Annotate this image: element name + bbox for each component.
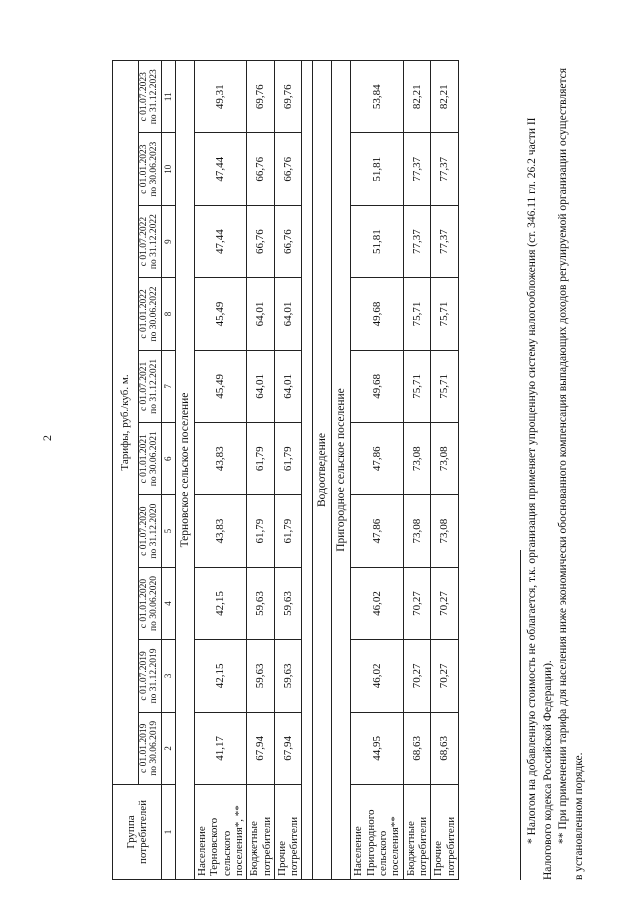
tariff-value: 49,68	[351, 278, 403, 350]
tariffs-header: Тарифы, руб./куб. м.	[113, 61, 139, 785]
tariff-value: 66,76	[274, 205, 302, 277]
period-header	[139, 567, 162, 639]
tariff-value: 82,21	[431, 61, 459, 133]
column-number: 3	[161, 640, 175, 712]
period-header	[139, 712, 162, 784]
tariff-value: 77,37	[431, 133, 459, 205]
tariff-value: 77,37	[403, 133, 431, 205]
row-label: Прочие потребители	[274, 785, 302, 880]
tariff-value: 70,27	[431, 567, 459, 639]
tariff-value: 73,08	[431, 423, 459, 495]
column-number: 11	[161, 61, 175, 133]
period-header	[139, 133, 162, 205]
tariff-table-container	[112, 60, 532, 880]
row-label: Прочие потребители	[431, 785, 459, 880]
period-from: с 01.01.2019	[139, 723, 149, 773]
tariff-value: 61,79	[247, 495, 275, 567]
tariff-value: 59,63	[274, 640, 302, 712]
column-number: 1	[161, 785, 175, 880]
tariff-value: 64,01	[247, 350, 275, 422]
section-title: Водоотведение	[313, 61, 332, 880]
tariff-value: 42,15	[194, 640, 246, 712]
period-from: с 01.01.2022	[139, 289, 149, 339]
column-number: 2	[161, 712, 175, 784]
row-label: Бюджетные потребители	[247, 785, 275, 880]
period-to: по 30.06.2022	[148, 286, 159, 342]
section-title: Пригородное сельское поселение	[332, 61, 351, 880]
separator-cell	[302, 61, 313, 880]
tariff-value: 43,83	[194, 423, 246, 495]
tariff-value: 67,94	[247, 712, 275, 784]
tariff-value: 49,68	[351, 350, 403, 422]
column-number: 7	[161, 350, 175, 422]
period-from: с 01.01.2023	[139, 144, 149, 194]
tariff-value: 47,44	[194, 133, 246, 205]
period-header	[139, 350, 162, 422]
tariff-value: 64,01	[274, 350, 302, 422]
period-to: по 30.06.2021	[148, 431, 159, 487]
tariff-value: 64,01	[247, 278, 275, 350]
tariff-value: 59,63	[247, 640, 275, 712]
period-from: с 01.07.2021	[139, 361, 149, 412]
tariff-value: 69,76	[274, 61, 302, 133]
column-number: 10	[161, 133, 175, 205]
tariff-value: 53,84	[351, 61, 403, 133]
tariff-value: 45,49	[194, 278, 246, 350]
tariff-value: 82,21	[403, 61, 431, 133]
period-to: по 31.12.2019	[148, 648, 159, 704]
section-title: Терновское сельское поселение	[175, 61, 194, 880]
period-header	[139, 61, 162, 133]
tariff-value: 44,95	[351, 712, 403, 784]
period-header	[139, 423, 162, 495]
tariff-value: 75,71	[403, 350, 431, 422]
period-from: с 01.01.2021	[139, 434, 149, 484]
tariff-value: 68,63	[431, 712, 459, 784]
tariff-value: 67,94	[274, 712, 302, 784]
tariff-value: 51,81	[351, 133, 403, 205]
footnote-2: ** При применении тарифа для населения ниже экономически обоснованного компенсация выпадающих доходов регулируемой организации осуществляется в установленном порядке.	[557, 67, 585, 880]
tariff-value: 70,27	[431, 640, 459, 712]
period-from: с 01.07.2020	[139, 506, 149, 556]
tariff-value: 47,86	[351, 495, 403, 567]
footnotes	[520, 60, 590, 880]
period-from: с 01.07.2022	[139, 216, 149, 267]
tariff-value: 41,17	[194, 712, 246, 784]
tariff-value: 66,76	[274, 133, 302, 205]
tariff-value: 73,08	[403, 423, 431, 495]
period-to: по 30.06.2023	[148, 141, 159, 197]
column-number: 6	[161, 423, 175, 495]
period-to: по 31.12.2022	[148, 214, 159, 270]
footnote-1: * Налогом на добавленную стоимость не облагается, т.к. организация применяет упрощенную систему налогообложения (ст. 346.11 гл. 26.2 части II Налогового кодекса Российской Федерации).	[526, 117, 554, 880]
tariff-value: 73,08	[431, 495, 459, 567]
period-from: с 01.07.2019	[139, 651, 149, 701]
row-label: Население Пригородного сельского поселения**	[351, 785, 403, 880]
tariff-value: 49,31	[194, 61, 246, 133]
tariff-value: 61,79	[274, 495, 302, 567]
tariff-value: 70,27	[403, 640, 431, 712]
column-number: 5	[161, 495, 175, 567]
tariff-value: 75,71	[431, 350, 459, 422]
tariff-value: 75,71	[403, 278, 431, 350]
tariff-value: 64,01	[274, 278, 302, 350]
tariff-value: 59,63	[274, 567, 302, 639]
row-label: Население Терновского сельского поселения*, **	[194, 785, 246, 880]
page-number: 2	[40, 435, 54, 441]
tariff-value: 66,76	[247, 133, 275, 205]
tariff-value: 61,79	[247, 423, 275, 495]
footnote-rule	[520, 550, 521, 880]
column-number: 8	[161, 278, 175, 350]
period-to: по 31.12.2021	[148, 358, 159, 414]
tariff-value: 43,83	[194, 495, 246, 567]
tariff-value: 59,63	[247, 567, 275, 639]
tariff-value: 61,79	[274, 423, 302, 495]
period-header	[139, 495, 162, 567]
row-label: Бюджетные потребители	[403, 785, 431, 880]
column-number: 4	[161, 567, 175, 639]
tariff-value: 69,76	[247, 61, 275, 133]
tariff-value: 77,37	[431, 205, 459, 277]
period-to: по 31.12.2020	[148, 503, 159, 559]
tariff-value: 42,15	[194, 567, 246, 639]
period-header	[139, 640, 162, 712]
tariff-value: 46,02	[351, 640, 403, 712]
tariff-value: 45,49	[194, 350, 246, 422]
period-from: с 01.01.2020	[139, 578, 149, 629]
tariff-value: 47,44	[194, 205, 246, 277]
tariff-table	[112, 60, 459, 880]
tariff-value: 46,02	[351, 567, 403, 639]
group-header: Группа потребителей	[113, 785, 162, 880]
tariff-value: 77,37	[403, 205, 431, 277]
tariff-value: 75,71	[431, 278, 459, 350]
period-to: по 31.12.2023	[148, 69, 159, 125]
period-header	[139, 205, 162, 277]
tariff-value: 47,86	[351, 423, 403, 495]
tariff-value: 68,63	[403, 712, 431, 784]
tariff-value: 51,81	[351, 205, 403, 277]
tariff-value: 73,08	[403, 495, 431, 567]
period-to: по 30.06.2019	[148, 720, 159, 776]
period-from: с 01.07.2023	[139, 72, 149, 122]
tariff-value: 66,76	[247, 205, 275, 277]
tariff-value: 70,27	[403, 567, 431, 639]
column-number: 9	[161, 205, 175, 277]
period-header	[139, 278, 162, 350]
period-to: по 30.06.2020	[148, 576, 159, 632]
